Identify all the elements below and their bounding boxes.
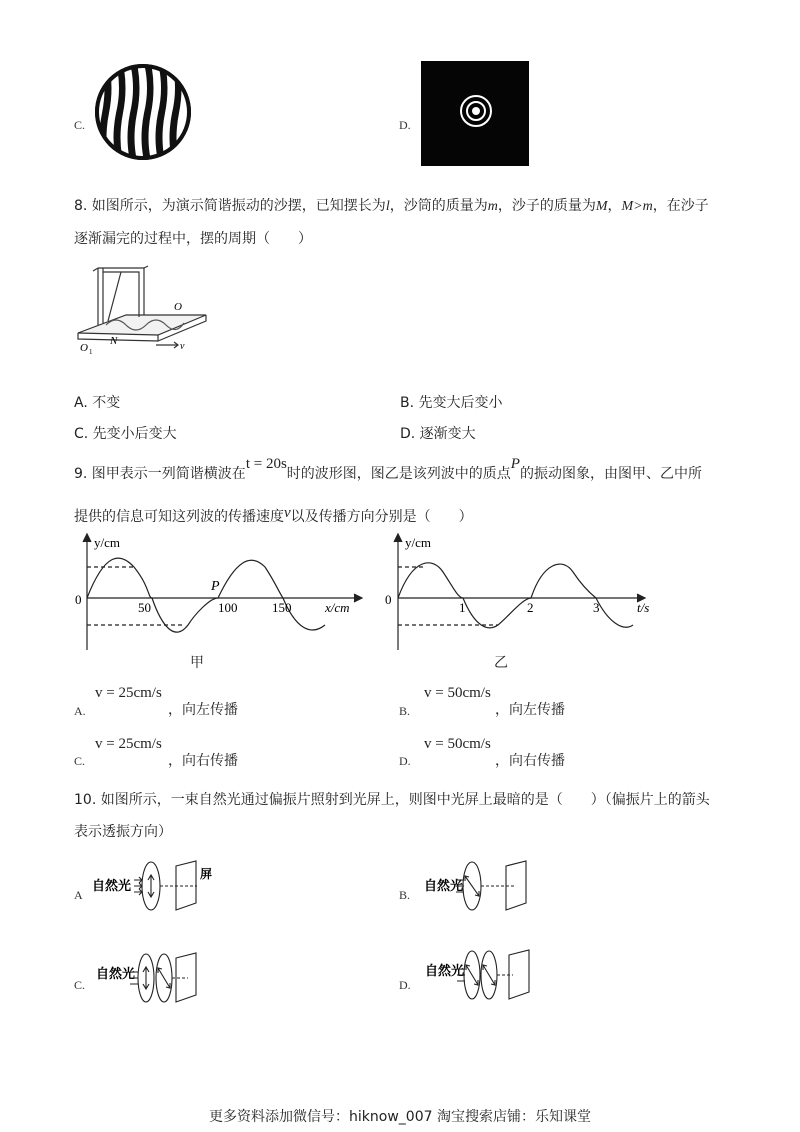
q10-option-b-letter: B. [399,888,411,902]
yi-x-label: t/s [637,600,650,615]
q9-option-d-text: ，向右传播 [495,753,565,769]
q10-figure-b [424,858,534,920]
q10-question-line2: 表示透振方向） [74,824,172,840]
jia-tick-150: 150 [272,600,292,615]
q9-option-c-letter: C. [74,754,86,768]
footer-note: 更多资料添加微信号：hiknow_007 淘宝搜索店铺：乐知课堂 [209,1109,591,1125]
q8-option-a: A. 不变 [74,395,121,411]
q10-option-d-letter: D. [399,978,411,992]
natural-light-label: 自然光 [96,966,136,981]
natural-light-label: 自然光 [92,878,132,893]
q8-option-b: B. 先变大后变小 [400,395,503,411]
sand-pendulum-figure [76,263,211,355]
label-o: O [174,301,182,313]
label-n: N [110,335,118,347]
circular-diffraction-image [421,61,529,166]
wave-graph-jia [70,532,370,677]
natural-light-label: 自然光 [425,963,465,978]
yi-origin: 0 [385,592,392,607]
vibration-graph-yi [383,532,673,677]
natural-light-label: 自然光 [424,878,464,893]
q7-option-c-label: C. [74,118,86,132]
jia-point-p: P [211,579,220,594]
q9-option-d-letter: D. [399,754,411,768]
q8-option-d: D. 逐渐变大 [400,426,476,442]
label-o1-sub: 1 [89,348,93,356]
q7-option-d-label: D. [399,118,411,132]
screen-label: 屏 [200,867,213,881]
q10-option-a-letter: A [74,888,83,902]
q8-option-c: C. 先变小后变大 [74,426,177,442]
q9-question-line1: 9. 图甲表示一列简谐横波在t = 20s时的波形图，图乙是该列波中的质点P的振动图象，由图甲、乙中所 [74,456,702,482]
q10-figure-a [92,858,222,920]
q9-option-b-letter: B. [399,704,411,718]
yi-caption: 乙 [494,655,508,671]
jia-y-label: y/cm [94,535,120,550]
q9-option-b-text: ，向左传播 [495,702,565,718]
q9-question-line2: 提供的信息可知这列波的传播速度v以及传播方向分别是（ ） [74,505,473,525]
jia-tick-50: 50 [138,600,151,615]
jia-tick-100: 100 [218,600,238,615]
yi-y-label: y/cm [405,535,431,550]
q9-option-b-formula: v = 50cm/s [424,685,491,701]
q10-option-c-letter: C. [74,978,86,992]
q9-option-a-formula: v = 25cm/s [95,685,162,701]
label-v: v [180,341,185,352]
q8-question-line1: 8. 如图所示，为演示简谐振动的沙摆，已知摆长为l，沙筒的质量为m，沙子的质量为M，M>m，在沙子 [74,198,709,214]
label-o1: O [80,342,88,354]
q10-question-line1: 10. 如图所示，一束自然光通过偏振片照射到光屏上，则图中光屏上最暗的是（ ）（偏振片上的箭头 [74,792,710,808]
q10-figure-d [425,945,540,1011]
jia-origin: 0 [75,592,82,607]
q10-figure-c [96,948,216,1014]
q9-option-a-letter: A. [74,704,86,718]
q9-option-a-text: ，向左传播 [168,702,238,718]
q9-option-c-formula: v = 25cm/s [95,736,162,752]
q8-question-line2: 逐渐漏完的过程中，摆的周期（ ） [74,231,312,247]
yi-tick-3: 3 [593,600,600,615]
yi-tick-2: 2 [527,600,534,615]
q9-option-d-formula: v = 50cm/s [424,736,491,752]
jia-x-label: x/cm [325,600,350,615]
q9-option-c-text: ，向右传播 [168,753,238,769]
jia-caption: 甲 [190,655,204,671]
interference-fringes-image [94,63,192,161]
yi-tick-1: 1 [459,600,466,615]
